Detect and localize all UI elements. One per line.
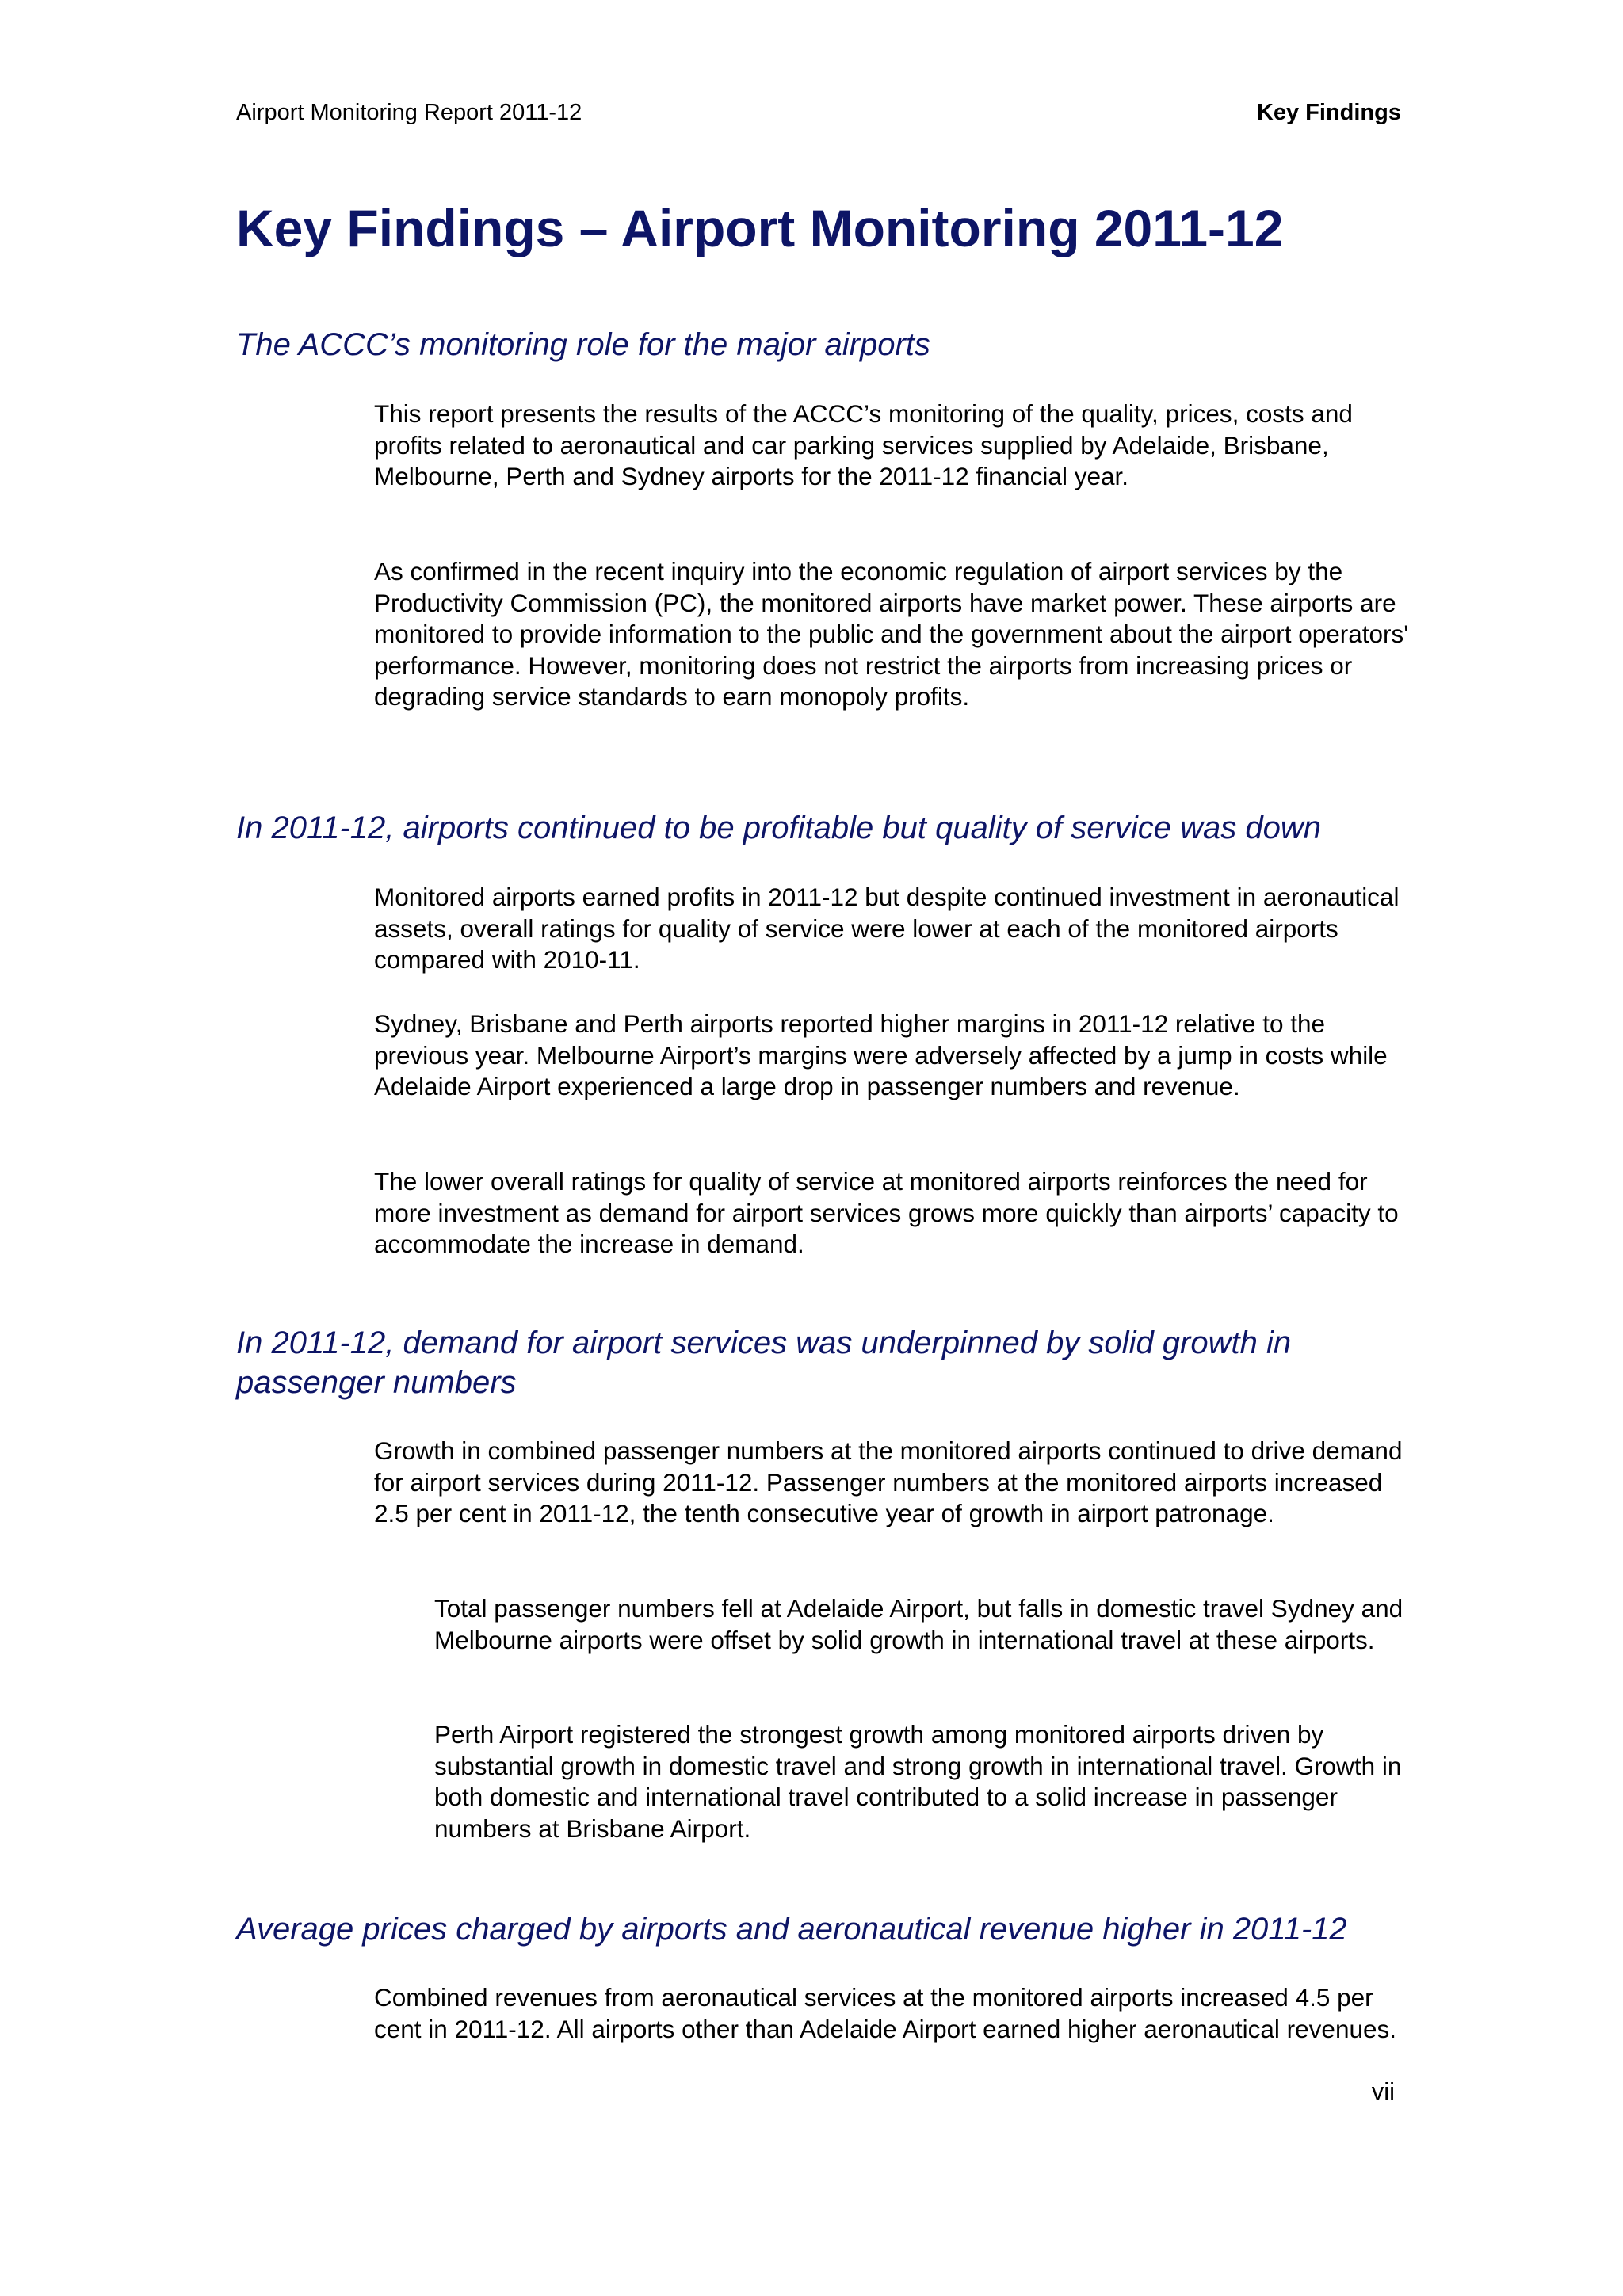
paragraph-adelaide-fall: Total passenger numbers fell at Adelaide Airport, but falls in domestic travel Sydney and Melbourne airports were offset by solid growth in international travel at these airports. [434, 1594, 1403, 1654]
report-title-header: Airport Monitoring Report 2011-12 [236, 100, 582, 125]
section-name-header: Key Findings [1256, 100, 1401, 125]
paragraph-passenger-growth: Growth in combined passenger numbers at the monitored airports continued to drive demand for airport services during 2011-12. Passenger numbers at the monitored airports increased 2.5 per cent in 2011-12, the tenth consecutive year of growth in airport patronage. [374, 1436, 1403, 1527]
paragraph-profits-quality: Monitored airports earned profits in 2011-12 but despite continued investment in aeronautical assets, overall ratings for quality of service were lower at each of the monitored airports compared with 2010-11. [374, 883, 1400, 974]
paragraph-perth-growth: Perth Airport registered the strongest growth among monitored airports driven by substantial growth in domestic travel and strong growth in international travel. Growth in both domestic and international travel contributed to a solid increase in passenger numbers at Brisbane Airport. [434, 1720, 1402, 1843]
paragraph-report-scope: This report presents the results of the ACCC’s monitoring of the quality, prices, costs and profits related to aeronautical and car parking services supplied by Adelaide, Brisbane, Melbourne, Perth and Sydney airports for the 2011-12 financial year. [374, 399, 1353, 490]
section-heading-prices-revenue: Average prices charged by airports and aeronautical revenue higher in 2011-12 [236, 1912, 1347, 1947]
paragraph-margins: Sydney, Brisbane and Perth airports reported higher margins in 2011-12 relative to the previous year. Melbourne Airport’s margins were adversely affected by a jump in costs while Adelaide Airport experienced a large drop in passenger numbers and revenue. [374, 1009, 1388, 1100]
section-heading-profitability: In 2011-12, airports continued to be profitable but quality of service was down [236, 810, 1321, 845]
page-number: vii [1371, 2077, 1395, 2105]
paragraph-investment-need: The lower overall ratings for quality of service at monitored airports reinforces the need for more investment as demand for airport services grows more quickly than airports’ capacity to accommodate the increase in demand. [374, 1167, 1399, 1258]
section-heading-demand: In 2011-12, demand for airport services was underpinned by solid growth in passenger numbers [236, 1325, 1292, 1400]
section-heading-monitoring-role: The ACCC’s monitoring role for the major airports [236, 327, 930, 362]
paragraph-aeronautical-revenue: Combined revenues from aeronautical services at the monitored airports increased 4.5 per cent in 2011-12. All airports other than Adelaide Airport earned higher aeronautical revenues. [374, 1983, 1397, 2043]
running-header [236, 97, 1401, 128]
paragraph-market-power: As confirmed in the recent inquiry into the economic regulation of airport services by the Productivity Commission (PC), the monitored airports have market power. These airports are monitored to provide information to the public and the government about the airport operators' performance. However, monitoring does not restrict the airports from increasing prices or degrading service standards to earn monopoly profits. [374, 557, 1409, 711]
page-title: Key Findings – Airport Monitoring 2011-12 [236, 199, 1284, 257]
